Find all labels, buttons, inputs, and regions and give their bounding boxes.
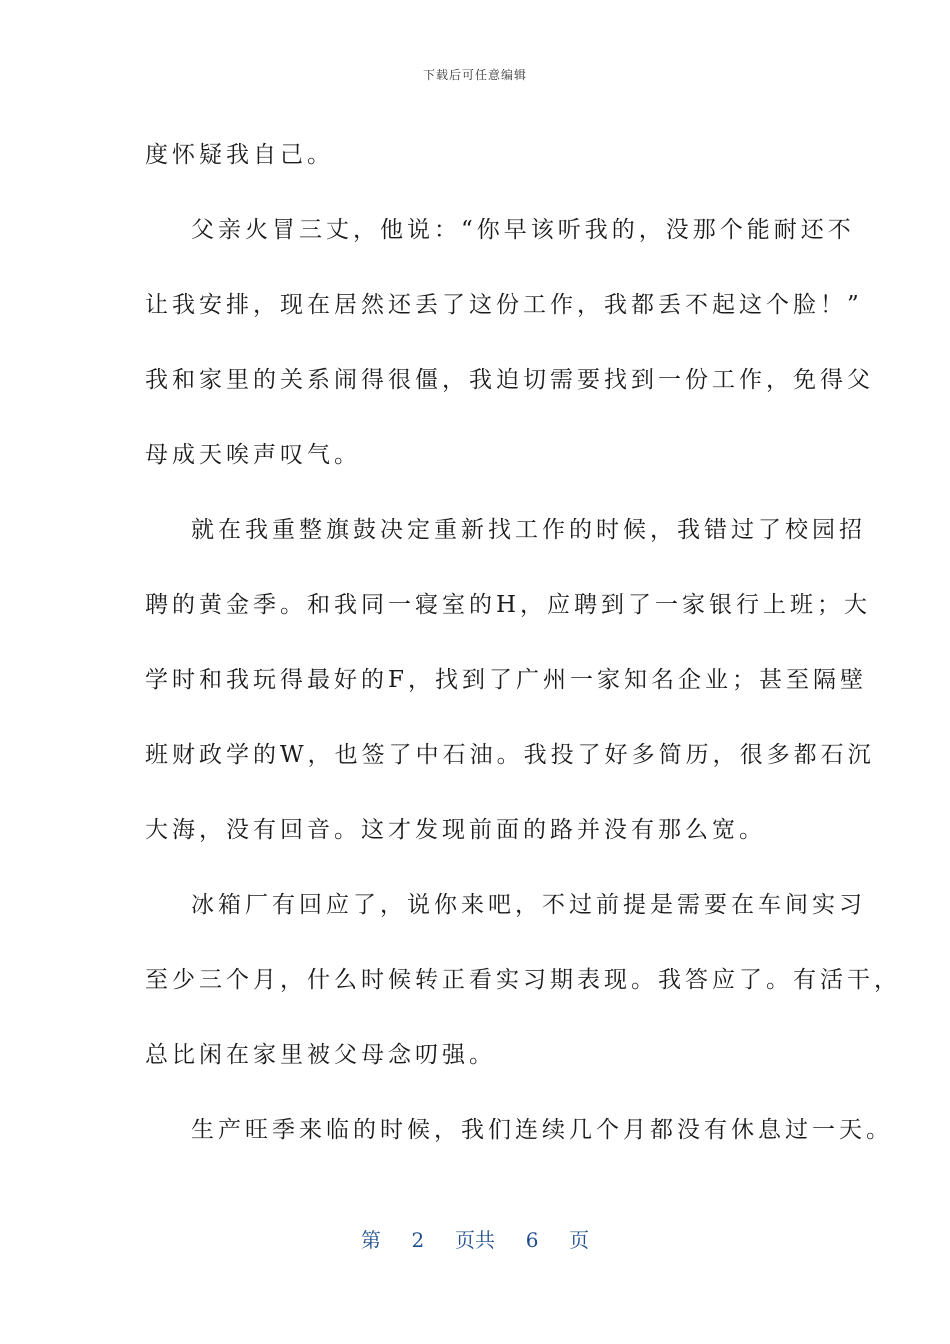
text-line: 至少三个月，什么时候转正看实习期表现。我答应了。有活干， bbox=[145, 967, 901, 993]
text-line: 我和家里的关系闹得很僵，我迫切需要找到一份工作，免得父 bbox=[145, 367, 874, 393]
paragraph bbox=[145, 868, 901, 1093]
paragraph bbox=[145, 493, 875, 868]
text-line: 让我安排，现在居然还丢了这份工作，我都丢不起这个脸！” bbox=[145, 292, 863, 318]
text-line: 学时和我玩得最好的F，找到了广州一家知名企业；甚至隔壁 bbox=[145, 667, 867, 693]
page-middle: 页共 bbox=[455, 1228, 495, 1252]
text-line: 母成天唉声叹气。 bbox=[145, 442, 361, 468]
page-suffix: 页 bbox=[569, 1228, 590, 1252]
text-line: 大海，没有回音。这才发现前面的路并没有那么宽。 bbox=[145, 817, 766, 843]
text-line: 班财政学的W，也签了中石油。我投了好多简历，很多都石沉 bbox=[145, 742, 875, 768]
total-page-number: 6 bbox=[525, 1228, 539, 1252]
text-line: 冰箱厂有回应了，说你来吧，不过前提是需要在车间实习 bbox=[191, 892, 866, 918]
header-note: 下载后可任意编辑 bbox=[422, 68, 527, 82]
text-line: 总比闲在家里被父母念叨强。 bbox=[145, 1042, 496, 1068]
text-line: 生产旺季来临的时候，我们连续几个月都没有休息过一天。 bbox=[191, 1117, 893, 1143]
page-prefix: 第 bbox=[360, 1228, 381, 1252]
paragraph bbox=[145, 1093, 893, 1168]
paragraph bbox=[145, 193, 874, 493]
page-number-footer bbox=[0, 1224, 950, 1253]
current-page-number: 2 bbox=[411, 1228, 425, 1252]
text-line: 聘的黄金季。和我同一寝室的H，应聘到了一家银行上班；大 bbox=[145, 592, 872, 618]
text-line: 父亲火冒三丈，他说：“你早该听我的，没那个能耐还不 bbox=[191, 217, 855, 243]
document-body bbox=[145, 118, 901, 1168]
paragraph bbox=[145, 118, 815, 193]
text-line: 就在我重整旗鼓决定重新找工作的时候，我错过了校园招 bbox=[191, 517, 866, 543]
text-line: 度怀疑我自己。 bbox=[145, 142, 334, 168]
